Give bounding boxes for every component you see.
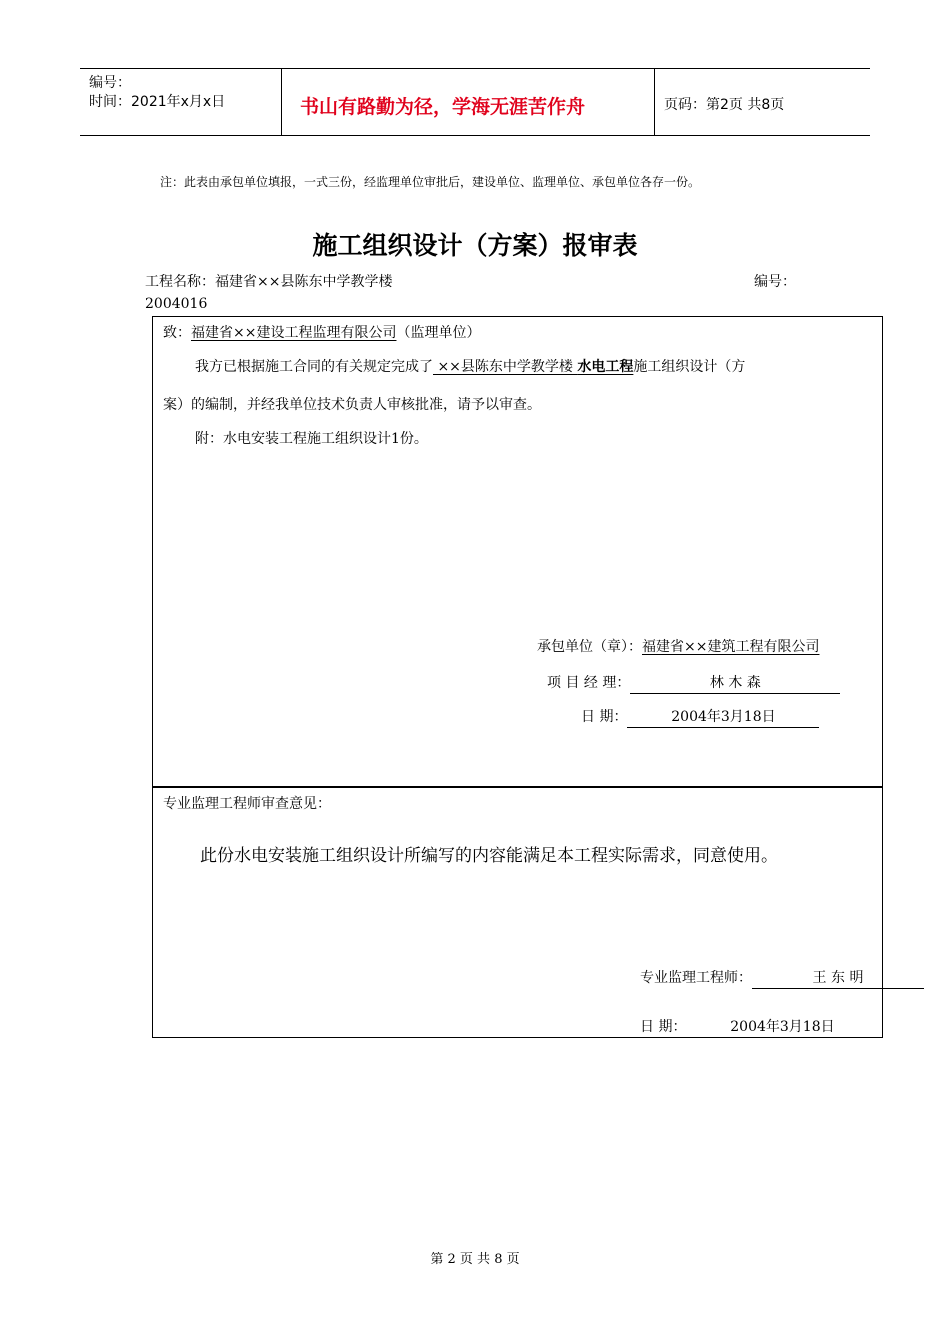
contractor-value: 福建省××建筑工程有限公司	[642, 639, 820, 655]
review-section	[152, 786, 883, 1038]
header-top-border	[80, 68, 870, 69]
manager-line	[547, 672, 840, 694]
page-footer: 第 2 页 共 8 页	[430, 1252, 520, 1267]
submit-date-line	[581, 706, 819, 728]
form-title: 施工组织设计（方案）报审表	[312, 231, 638, 260]
body-line-2: 案）的编制，并经我单位技术负责人审核批准，请予以审查。	[163, 397, 541, 413]
header-divider-right	[654, 68, 655, 136]
review-opinion: 此份水电安装施工组织设计所编写的内容能满足本工程实际需求，同意使用。	[200, 846, 778, 866]
body-text-1: 我方已根据施工合同的有关规定完成了	[195, 359, 433, 375]
manager-label: 项 目 经 理：	[547, 675, 631, 691]
form-note: 注：此表由承包单位填报，一式三份，经监理单位审批后，建设单位、监理单位、承包单位各存一份。	[160, 175, 701, 189]
header-motto: 书山有路勤为径，学海无涯苦作舟	[300, 96, 586, 118]
contractor-label: 承包单位（章）：	[537, 639, 642, 655]
addressee-suffix: （监理单位）	[396, 325, 481, 341]
addressee-org: 福建省××建设工程监理有限公司	[191, 325, 397, 341]
submit-date-label: 日 期：	[581, 709, 628, 725]
review-date-value: 2004年3月18日	[686, 1017, 878, 1038]
header-bottom-border	[80, 135, 870, 136]
engineer-value: 王 东 明	[752, 968, 924, 989]
review-date-line	[640, 1016, 878, 1038]
body-bold: 水电工程	[577, 359, 634, 375]
review-heading: 专业监理工程师审查意见：	[163, 796, 331, 812]
serial-label: 编号：	[754, 274, 796, 290]
header-divider-left	[281, 68, 282, 136]
engineer-label: 专业监理工程师：	[640, 970, 752, 986]
review-date-label: 日 期：	[640, 1019, 687, 1035]
submit-date-value: 2004年3月18日	[627, 707, 819, 728]
header-time-label: 时间：2021年x月x日	[89, 94, 226, 110]
addressee-prefix: 致：	[163, 325, 191, 341]
header-page-info: 页码：第2页 共8页	[664, 97, 785, 113]
attachment-line: 附：水电安装工程施工组织设计1份。	[195, 431, 428, 447]
engineer-line	[640, 967, 924, 989]
header-number-label: 编号：	[89, 75, 131, 91]
addressee-line	[163, 322, 480, 342]
manager-value: 林 木 森	[630, 673, 840, 694]
body-line-1	[195, 356, 745, 376]
contractor-line	[537, 636, 819, 656]
body-text-2: 施工组织设计（方	[633, 359, 746, 375]
body-project: ××县陈东中学教学楼	[433, 359, 578, 375]
project-name: 工程名称：福建省××县陈东中学教学楼	[145, 274, 393, 290]
serial-value: 2004016	[145, 296, 208, 312]
